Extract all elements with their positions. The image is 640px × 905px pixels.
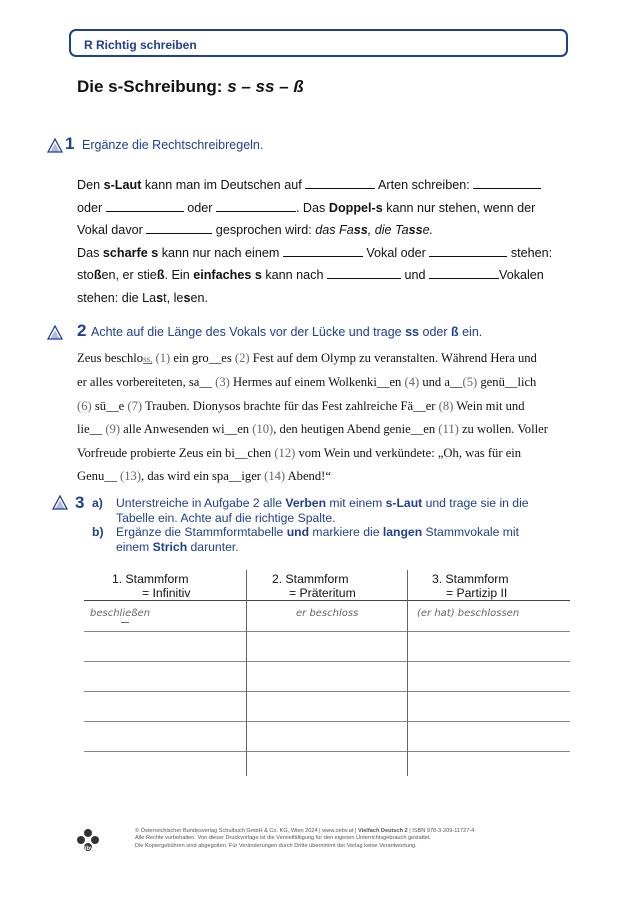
table-rule (84, 661, 570, 662)
page-title (77, 77, 304, 97)
task3-number: 3 (75, 493, 85, 512)
table-rule (84, 691, 570, 692)
example-partizip: (er hat) beschlossen (417, 608, 520, 619)
blank-field[interactable] (283, 244, 363, 257)
task1-instruction: Ergänze die Rechtschreibregeln. (82, 138, 264, 152)
task1-number: 1 (65, 134, 75, 153)
table-header-infinitiv: 1. Stammform = Infinitiv (112, 572, 191, 600)
blank-field[interactable] (106, 199, 184, 212)
task3-instructions: a) Unterstreiche in Aufgabe 2 alle Verben mit einem s-Laut und trage sie in die Tabelle ein. Achte auf die richtige Spalte. b) Ergänze die Stammformtabelle und markiere die langen Stammvokale mit einem Strich darunter. (92, 496, 529, 554)
table-column-divider (407, 570, 408, 776)
table-header-partizip: 3. Stammform = Partizip II (432, 572, 509, 600)
blank-field[interactable] (473, 176, 541, 189)
difficulty-triangle-icon (47, 324, 63, 340)
svg-text:öbv: öbv (82, 846, 94, 852)
table-rule (84, 600, 570, 601)
copyright-footer: © Österreichischer Bundesverlag Schulbuch GmbH & Co. KG, Wien 2024 | www.oebv.at | Vielfach Deutsch 2 | ISBN 978-3-209-11727-4 Alle Rechte vorbehalten. Von dieser Druckvorlage ist die Vervielfältigung für den eigenen Unterrichtsgebrauch gestattet. Die Kopiergebühren sind abgegolten. Für Veränderungen durch Dritte übernimmt der Verlag keine Verantwortung. (135, 828, 475, 849)
page-title-main: Die s-Schreibung: (77, 77, 228, 96)
blank-field[interactable] (146, 221, 212, 234)
blank-field[interactable] (216, 199, 296, 212)
blank-field[interactable] (429, 244, 507, 257)
oebv-logo-icon (73, 825, 103, 855)
blank-field[interactable] (429, 266, 499, 279)
example-infinitiv: beschließen (90, 608, 151, 619)
blank-field[interactable] (327, 266, 401, 279)
long-vowel-underline (121, 622, 129, 623)
task2-number: 2 (77, 321, 87, 340)
table-rule (84, 751, 570, 752)
task2-story-text: Zeus beschloss, (1) ein gro__es (2) Fest auf dem Olymp zu veranstalten. Während Hera und er alles vorbereiteten, sa__ (3) Hermes auf einem Wolkenki__en (4) und a__(5) genü__lich (6) sü__e (7) Trauben. Dionysos brachte für das Fest zahlreiche Fä__er (8) Wein mit und lie__ (9) alle Anwesenden wi__en (10), den heutigen Abend genie__en (11) zu wollen. Voller Vorfreude probierte Zeus ein bi__chen (12) vom Wein und verkündete: „Oh, was für ein Genu__ (13), das wird ein spa__iger (14) Abend!“ (77, 351, 548, 484)
blank-field[interactable] (305, 176, 375, 189)
task2-instruction: Achte auf die Länge des Vokals vor der Lücke und trage ss oder ß ein. (91, 325, 483, 339)
difficulty-triangle-icon (47, 137, 63, 153)
table-rule (84, 721, 570, 722)
page-title-formula: s – ss – ß (227, 77, 304, 96)
example-praeteritum: er beschloss (296, 608, 359, 619)
table-header-praeteritum: 2. Stammform = Präteritum (272, 572, 356, 600)
difficulty-triangle-icon (52, 494, 68, 510)
task1-paragraph: Den s-Laut kann man im Deutschen auf Arten schreiben: oder oder . Das Doppel-s kann nur stehen, wenn der Vokal davor gesprochen wird: das Fass, die Tasse. Das scharfe s kann nur nach einem Vokal oder stehen: stoßen, er stieß. Ein einfaches s kann nach und Vokalen stehen: die Last, lesen. (77, 178, 553, 305)
table-column-divider (246, 570, 247, 776)
table-rule (84, 631, 570, 632)
chapter-header-title: R Richtig schreiben (84, 38, 197, 52)
